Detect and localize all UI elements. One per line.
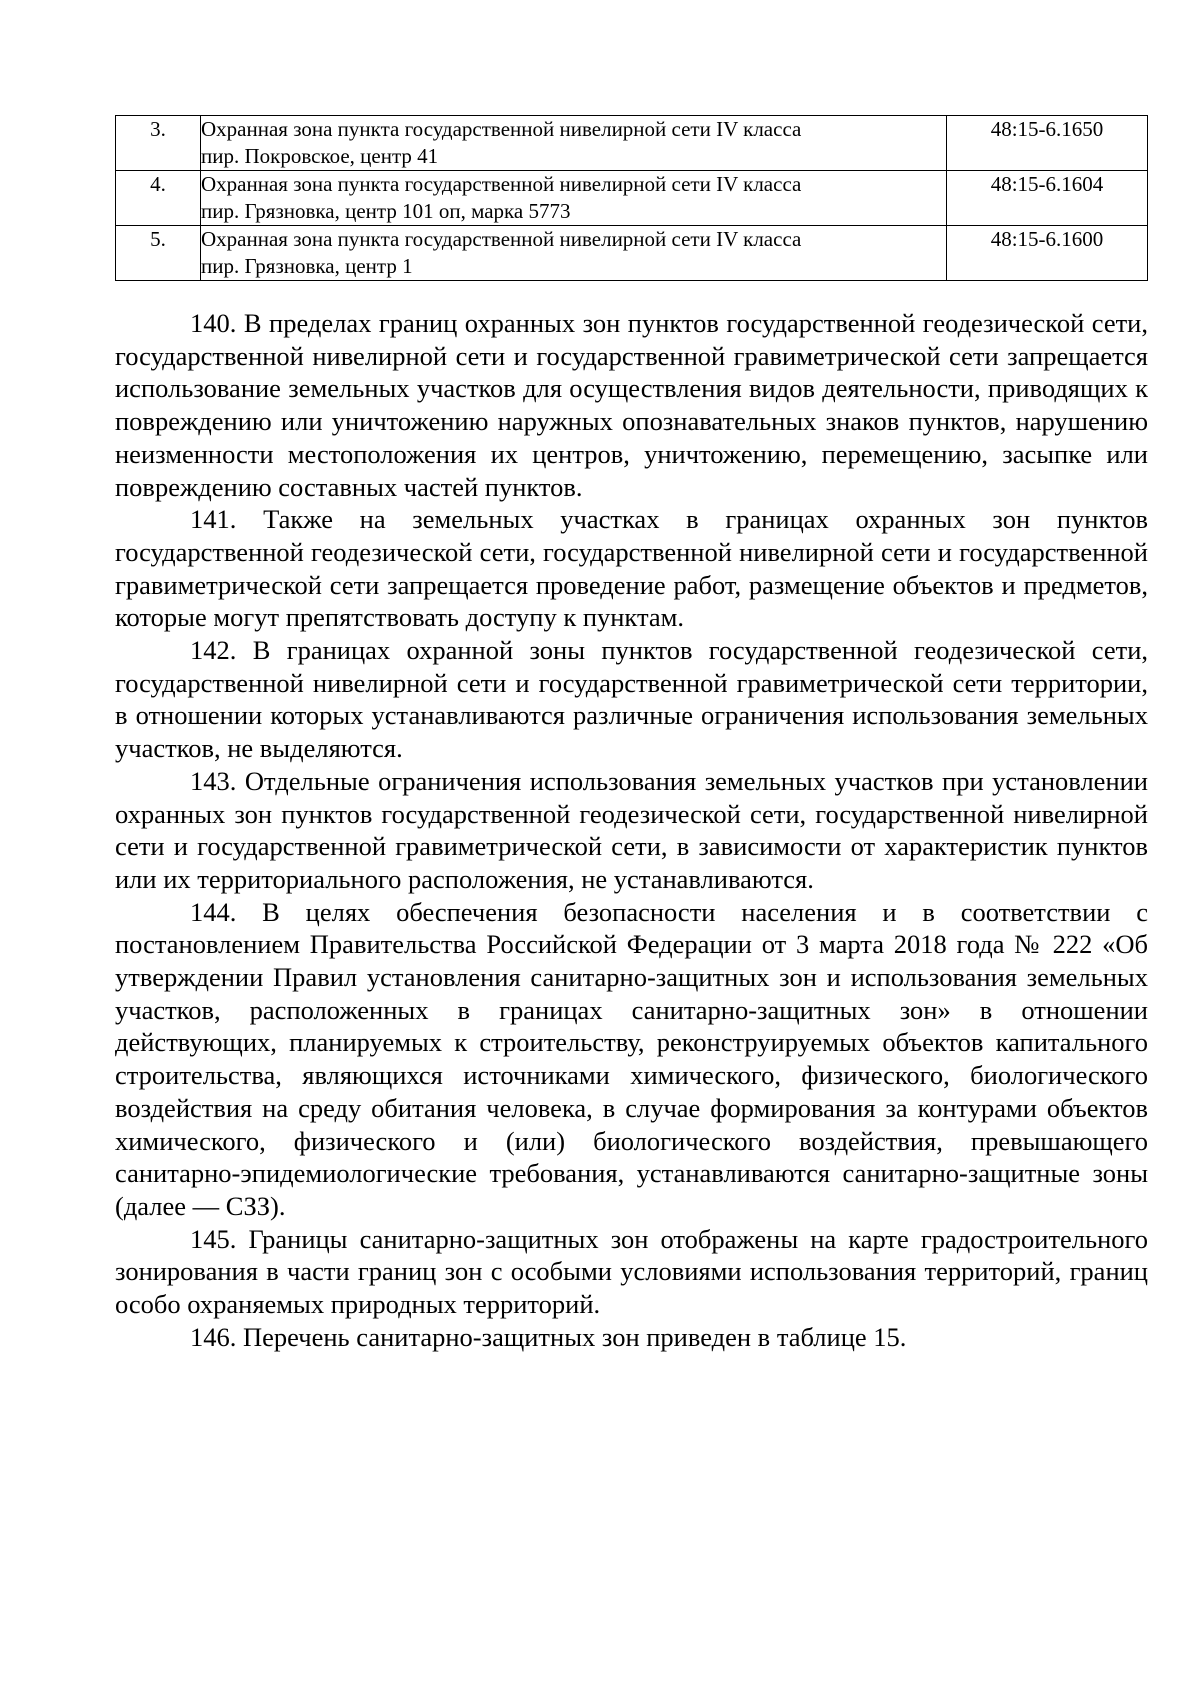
paragraph-144: 144. В целях обеспечения безопасности населения и в соответствии с постановлением Правительства Российской Федерации от 3 марта 2018 года № 222 «Об утверждении Правил установления санитарно-защитных зон и использования земельных участков, расположенных в границах санитарно-защитных зон» в отношении действующих, планируемых к строительству, реконструируемых объектов капитального строительства, являющихся источниками химического, физического, биологического воздействия на среду обитания человека, в случае формирования за контурами объектов химического, физического и (или) биологического воздействия, превышающего санитарно-эпидемиологические требования, устанавливаются санитарно-защитные зоны (далее — СЗЗ). [115, 896, 1148, 1221]
paragraph-143: 143. Отдельные ограничения использования земельных участков при установлении охранных зон пунктов государственной геодезической сети, государственной нивелирной сети и государственной гравиметрической сети, в зависимости от характеристик пунктов или их территориального расположения, не устанавливаются. [115, 765, 1148, 894]
table-row [116, 116, 1148, 171]
zone-description-line: Охранная зона пункта государственной нивелирной сети IV класса [201, 117, 802, 141]
paragraph-145: 145. Границы санитарно-защитных зон отображены на карте градостроительного зонирования в части границ зон с особыми условиями использования территорий, границ особо охраняемых природных территорий. [115, 1223, 1148, 1320]
zone-description-line: пир. Грязновка, центр 1 [201, 254, 413, 278]
paragraph-141: 141. Также на земельных участках в границах охранных зон пунктов государственной геодезической сети, государственной нивелирной сети и государственной гравиметрической сети запрещается проведение работ, размещение объектов и предметов, которые могут препятствовать доступу к пунктам. [115, 504, 1148, 633]
paragraph-140: 140. В пределах границ охранных зон пунктов государственной геодезической сети, государственной нивелирной сети и государственной гравиметрической сети запрещается использование земельных участков для осуществления видов деятельности, приводящих к повреждению или уничтожению наружных опознавательных знаков пунктов, нарушению неизменности местоположения их центров, уничтожению, перемещению, засыпке или повреждению составных частей пунктов. [115, 308, 1148, 502]
zone-description-line: Охранная зона пункта государственной нивелирной сети IV класса [201, 227, 802, 251]
document-body [115, 307, 1148, 1354]
row-number: 4. [116, 171, 201, 226]
row-number: 5. [116, 226, 201, 281]
table-row [116, 226, 1148, 281]
zone-description [201, 116, 947, 171]
paragraph-146: 146. Перечень санитарно-защитных зон приведен в таблице 15. [190, 1321, 907, 1352]
table-row [116, 171, 1148, 226]
zone-description-line: пир. Грязновка, центр 101 оп, марка 5773 [201, 199, 571, 223]
paragraph-142: 142. В границах охранной зоны пунктов государственной геодезической сети, государственной нивелирной сети и государственной гравиметрической сети территории, в отношении которых устанавливаются различные ограничения использования земельных участков, не выделяются. [115, 635, 1148, 764]
zone-description [201, 171, 947, 226]
zone-description-line: Охранная зона пункта государственной нивелирной сети IV класса [201, 172, 802, 196]
row-number: 3. [116, 116, 201, 171]
zone-description [201, 226, 947, 281]
registry-number: 48:15-6.1604 [947, 171, 1148, 226]
registry-number: 48:15-6.1650 [947, 116, 1148, 171]
protection-zones-table [115, 115, 1148, 281]
registry-number: 48:15-6.1600 [947, 226, 1148, 281]
zone-description-line: пир. Покровское, центр 41 [201, 144, 439, 168]
